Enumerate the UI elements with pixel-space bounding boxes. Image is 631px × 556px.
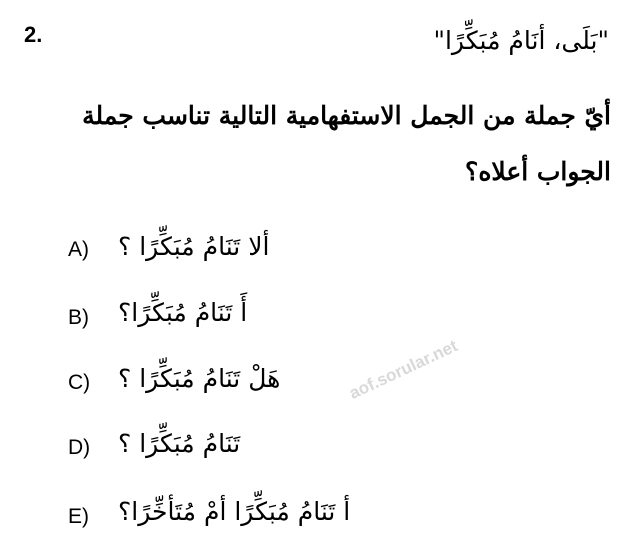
answer-sentence: "بَلَى، أنَامُ مُبَكِّرًا" xyxy=(433,26,609,55)
option-letter: E) xyxy=(68,505,89,528)
option-text: ألا تَنَامُ مُبَكِّرًا ؟ xyxy=(118,232,270,261)
question-number: 2. xyxy=(24,22,43,47)
option-text: هَلْ تَنَامُ مُبَكِّرًا ؟ xyxy=(118,364,281,393)
option-letter: A) xyxy=(68,238,89,261)
center-watermark: aof.sorular.net xyxy=(346,336,461,403)
question-stem: أيّ جملة من الجمل الاستفهامية التالية تناسب جملة الجواب أعلاه؟ xyxy=(82,101,611,186)
option-text: تَنَامُ مُبَكِّرًا ؟ xyxy=(118,429,241,458)
option-letter: D) xyxy=(68,436,91,459)
option-text: أَ تَنَامُ مُبَكِّرًا؟ xyxy=(118,298,248,327)
option-letter: C) xyxy=(68,371,91,394)
option-text: أ تَنَامُ مُبَكِّرًا أمْ مُتَأخِّرًا؟ xyxy=(118,497,351,526)
option-letter: B) xyxy=(68,306,89,329)
